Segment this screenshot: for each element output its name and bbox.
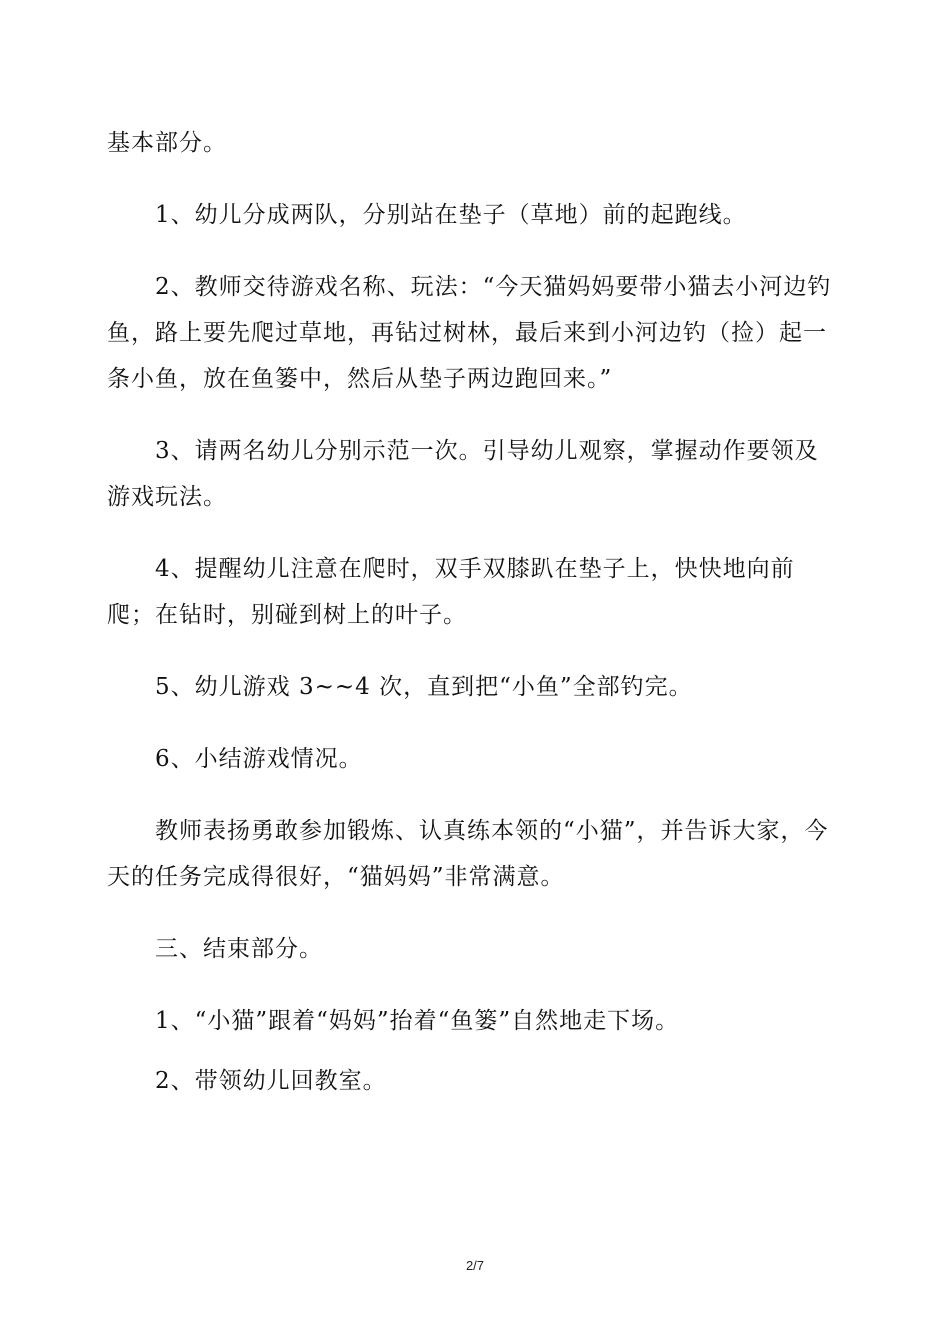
page-number: 2/7 xyxy=(465,1258,485,1273)
paragraph-step-2: 2、教师交待游戏名称、玩法：“今天猫妈妈要带小猫去小河边钓鱼，路上要先爬过草地，再钻过树林，最后来到小河边钓（捡）起一条小鱼，放在鱼篓中，然后从垫子两边跑回来。” xyxy=(107,274,832,392)
paragraph-step-3: 3、请两名幼儿分别示范一次。引导幼儿观察，掌握动作要领及游戏玩法。 xyxy=(107,438,819,510)
paragraph-ending-1: 1、“小猫”跟着“妈妈”抬着“鱼篓”自然地走下场。 xyxy=(155,1008,680,1034)
paragraph-step-1: 1、幼儿分成两队，分别站在垫子（草地）前的起跑线。 xyxy=(155,202,747,228)
section-heading-ending: 三、结束部分。 xyxy=(155,936,323,962)
paragraph-step-6: 6、小结游戏情况。 xyxy=(155,746,363,772)
paragraph-step-4: 4、提醒幼儿注意在爬时，双手双膝趴在垫子上，快快地向前爬；在钻时，别碰到树上的叶子。 xyxy=(107,556,795,628)
paragraph-praise: 教师表扬勇敢参加锻炼、认真练本领的“小猫”，并告诉大家，今天的任务完成得很好，“猫妈妈”非常满意。 xyxy=(107,818,829,890)
paragraph-ending-2: 2、带领幼儿回教室。 xyxy=(155,1068,387,1094)
section-heading-basic: 基本部分。 xyxy=(107,130,227,156)
paragraph-step-5: 5、幼儿游戏 3~~4 次，直到把“小鱼”全部钓完。 xyxy=(155,674,693,700)
document-body xyxy=(107,120,842,1104)
